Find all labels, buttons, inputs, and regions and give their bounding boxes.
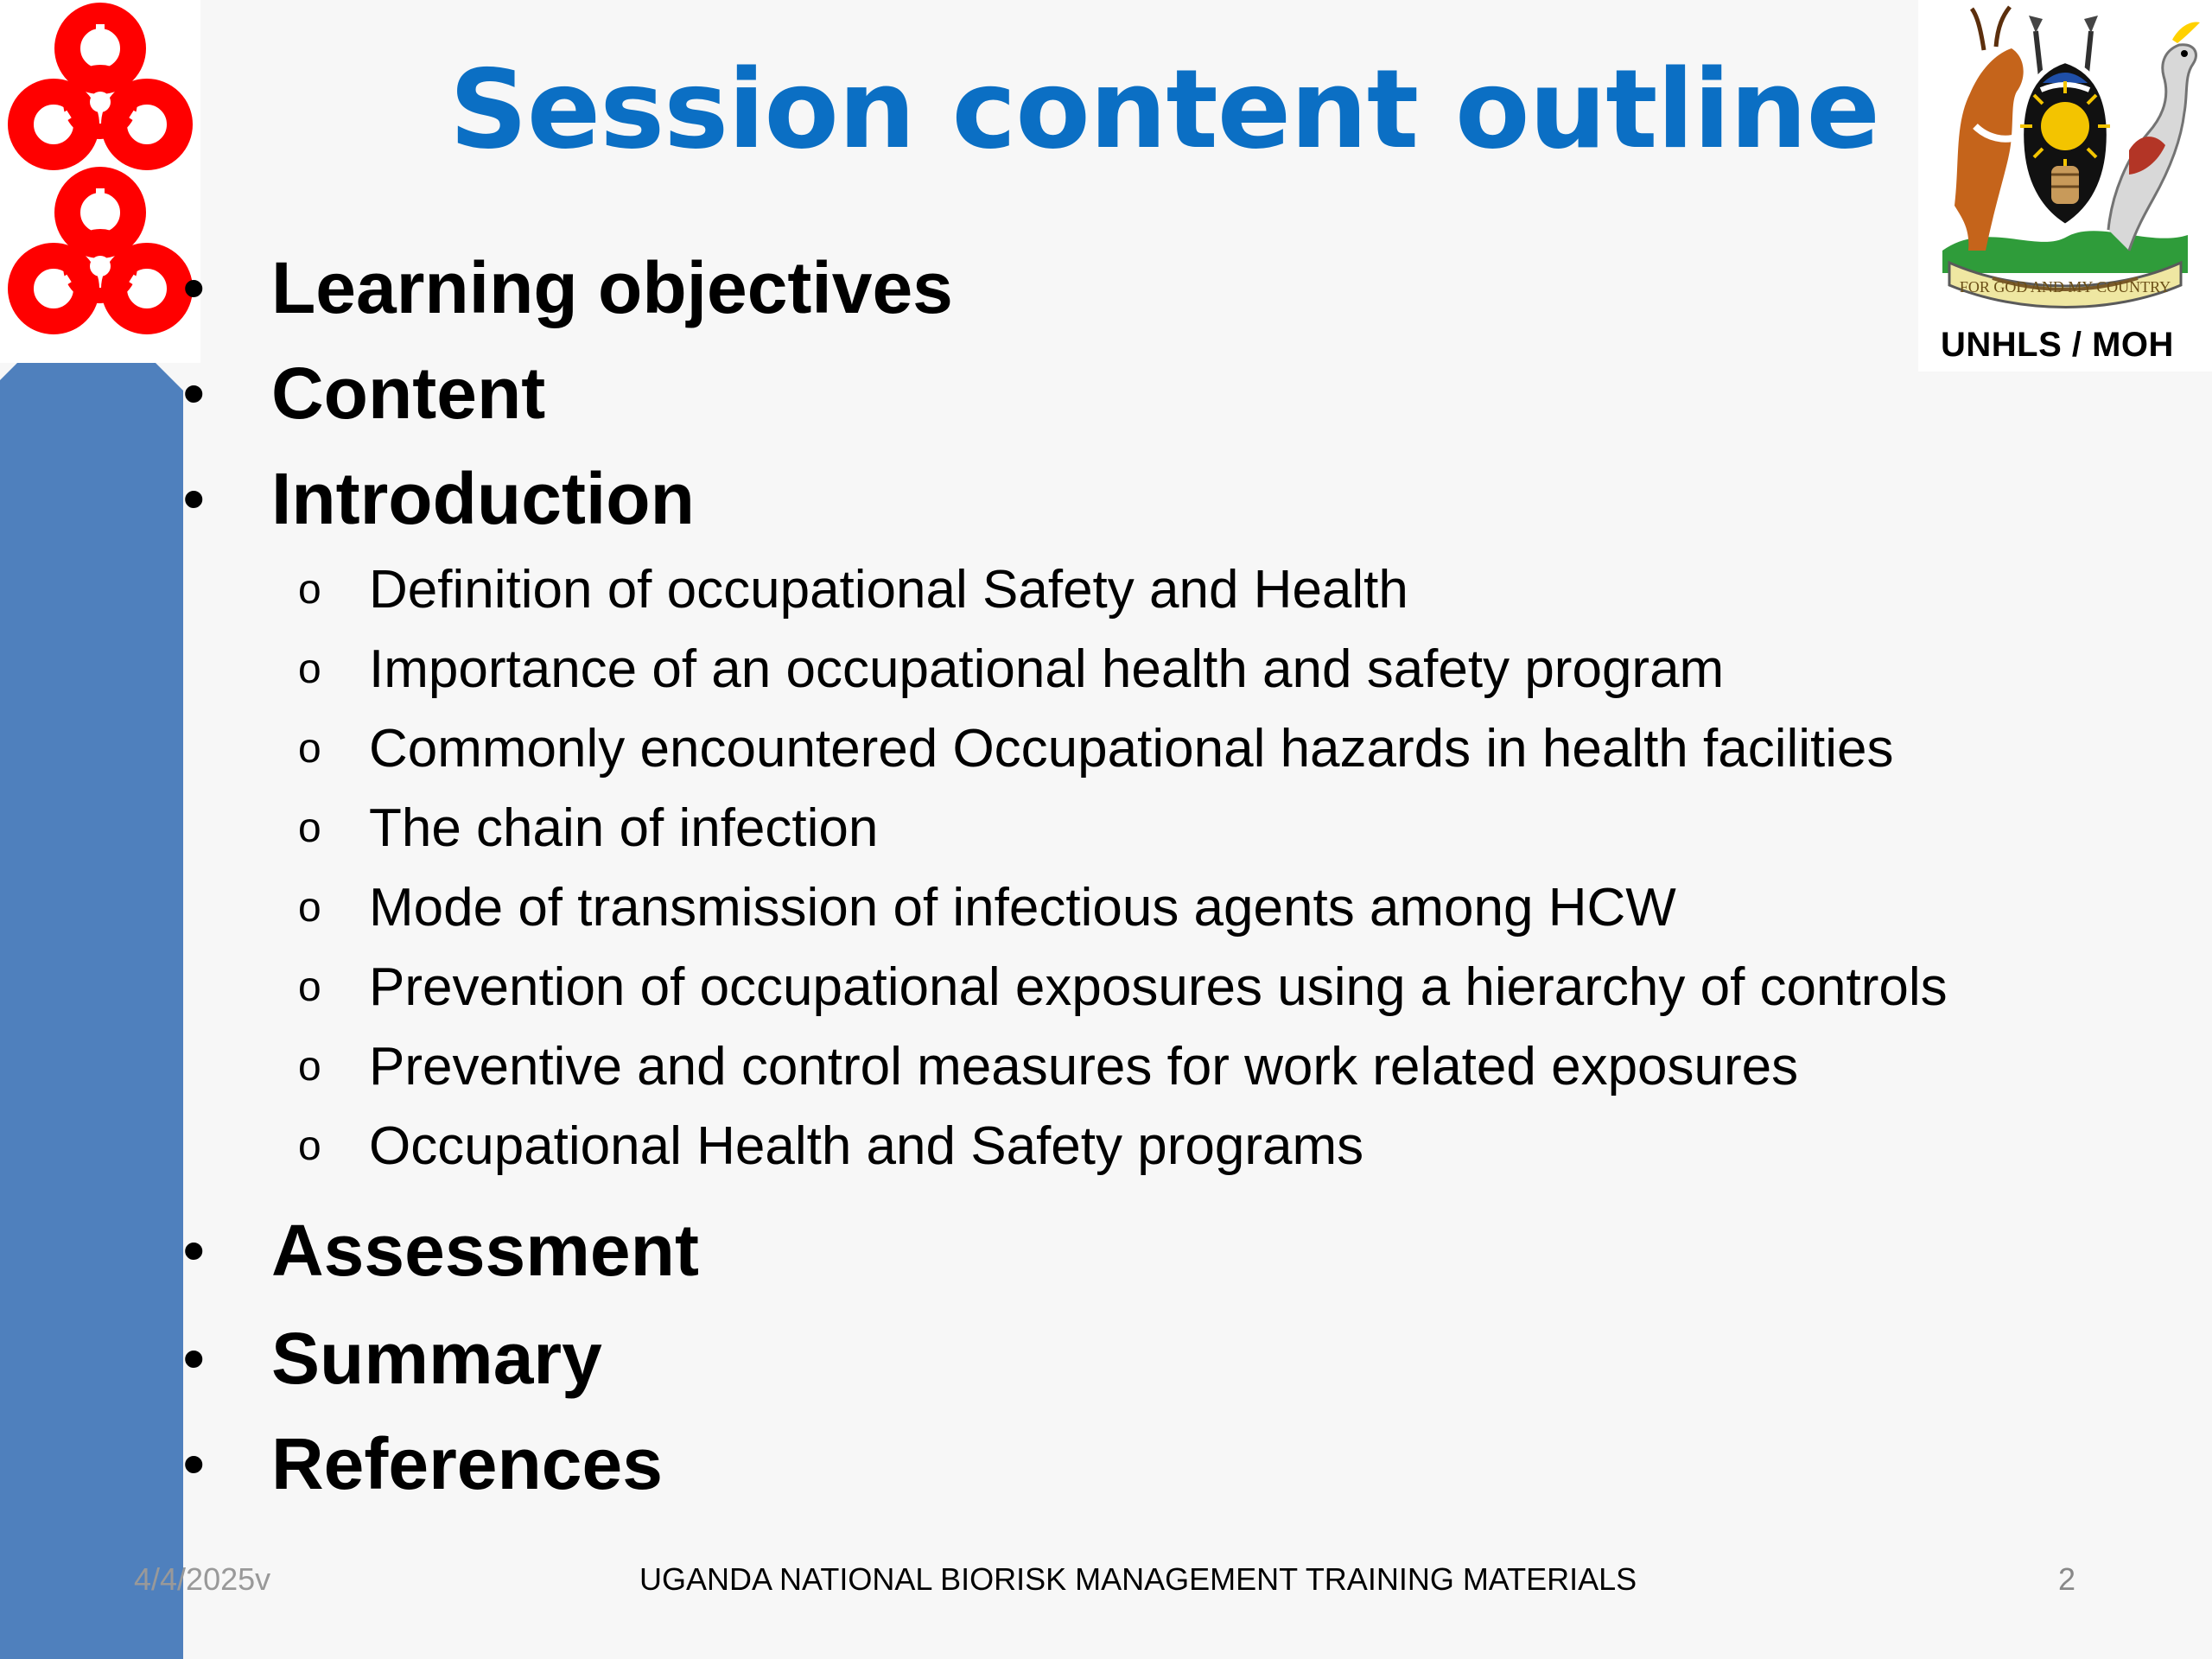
svg-text:FOR GOD AND MY COUNTRY: FOR GOD AND MY COUNTRY xyxy=(1959,278,2171,296)
bullet-icon: • xyxy=(183,1325,205,1392)
main-bullet-label: Learning objectives xyxy=(271,247,953,328)
sub-bullet-icon: o xyxy=(298,885,321,931)
sub-bullet-label: Definition of occupational Safety and Health xyxy=(369,560,1408,620)
left-blue-bar xyxy=(0,363,183,1659)
sub-bullet-icon: o xyxy=(298,646,321,692)
main-bullet-label: Summary xyxy=(271,1318,602,1399)
coat-of-arms-box xyxy=(1918,0,2212,372)
main-bullet-label: Assessment xyxy=(271,1210,699,1291)
main-bullet-item xyxy=(183,240,1047,335)
sub-bullet-label: Mode of transmission of infectious agents among HCW xyxy=(369,878,1676,938)
coat-of-arms-icon xyxy=(1925,3,2205,325)
sub-bullet-label: Importance of an occupational health and safety program xyxy=(369,639,1725,699)
footer-date: 4/4/2025v xyxy=(134,1561,271,1597)
sub-bullet-icon: o xyxy=(298,1044,321,1090)
sub-bullet-item xyxy=(298,1114,2069,1179)
slide-title: Session content outline xyxy=(449,46,1879,173)
sub-bullet-label: The chain of infection xyxy=(369,798,879,858)
sub-bullet-icon: o xyxy=(298,726,321,772)
sub-bullet-item xyxy=(298,716,2069,782)
sub-bullet-item xyxy=(298,637,2069,702)
biohazard-icon xyxy=(0,164,200,350)
sub-bullet-icon: o xyxy=(298,964,321,1010)
bullet-icon: • xyxy=(183,1217,205,1284)
sub-bullet-item xyxy=(298,875,2069,941)
main-bullet-item xyxy=(183,1311,1047,1406)
main-bullet-item xyxy=(183,1203,1047,1298)
sub-bullet-icon: o xyxy=(298,805,321,851)
main-bullet-item xyxy=(183,1416,1047,1511)
sub-bullet-icon: o xyxy=(298,1123,321,1169)
bullet-icon: • xyxy=(183,1430,205,1497)
bullet-icon: • xyxy=(183,254,205,321)
sub-bullet-item xyxy=(298,1034,2069,1100)
sub-bullet-label: Preventive and control measures for work related exposures xyxy=(369,1037,1799,1096)
biohazard-icon xyxy=(0,0,200,186)
sub-bullet-label: Occupational Health and Safety programs xyxy=(369,1116,1364,1176)
main-bullet-label: References xyxy=(271,1423,663,1504)
footer-title: UGANDA NATIONAL BIORISK MANAGEMENT TRAINING MATERIALS xyxy=(639,1561,1637,1597)
main-bullet-item xyxy=(183,451,1047,546)
sub-bullet-label: Prevention of occupational exposures using a hierarchy of controls xyxy=(369,957,1948,1017)
main-bullet-label: Introduction xyxy=(271,458,695,539)
sub-bullet-item xyxy=(298,796,2069,861)
main-bullet-label: Content xyxy=(271,353,546,434)
bullet-icon: • xyxy=(183,359,205,427)
sub-bullet-icon: o xyxy=(298,567,321,613)
sub-bullet-label: Commonly encountered Occupational hazards in health facilities xyxy=(369,719,1894,779)
main-bullet-item xyxy=(183,346,1047,441)
page-number: 2 xyxy=(2058,1561,2076,1597)
bullet-icon: • xyxy=(183,465,205,532)
sub-bullet-item xyxy=(298,955,2069,1020)
organization-label: UNHLS / MOH xyxy=(1941,326,2174,364)
sub-bullet-item xyxy=(298,557,2069,623)
